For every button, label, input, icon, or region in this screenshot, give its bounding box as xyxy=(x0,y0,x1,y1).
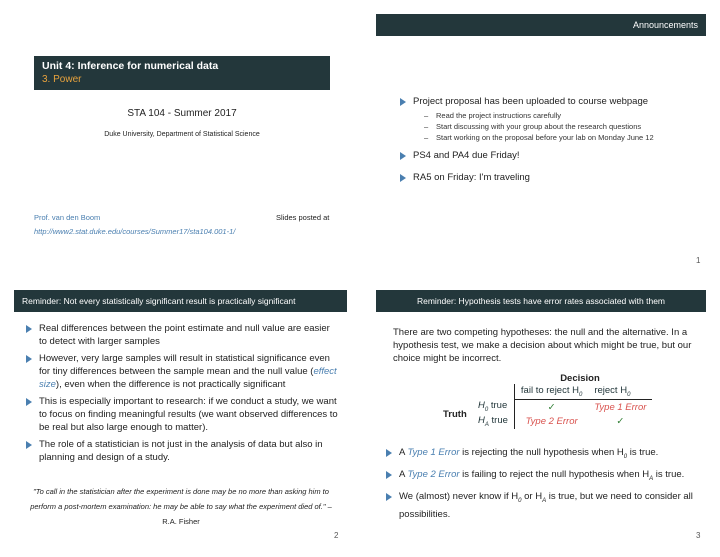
title-block xyxy=(34,56,330,90)
list-item: – Start discussing with your group about the research questions xyxy=(424,121,700,132)
deck-subtitle: 3. Power xyxy=(42,74,82,85)
bullet-triangle-icon xyxy=(26,325,32,333)
list-item: Real differences between the point estimate and null value are easier to detect with larger samples xyxy=(26,322,338,348)
list-item: We (almost) never know if $H_0$ or $H_A$ is true, but we need to consider all possibilities. xyxy=(386,490,702,521)
list-item: – Start working on the proposal before your lab on Monday June 12 xyxy=(424,132,700,143)
bullet-triangle-icon xyxy=(400,98,406,106)
bullet-triangle-icon xyxy=(386,493,392,501)
type2-cell: Type 2 Error xyxy=(514,414,588,429)
bullet-triangle-icon xyxy=(386,449,392,457)
bullet-triangle-icon xyxy=(400,152,406,160)
bullet-triangle-icon xyxy=(26,441,32,449)
decision-label: Decision xyxy=(560,373,600,384)
type1-cell: Type 1 Error xyxy=(594,401,647,413)
list-item: This is especially important to research: if we conduct a study, we want to focus on finding meaningful results (we want observed differences to be real but also large enough to matter). xyxy=(26,395,338,434)
slide3-bullets xyxy=(386,446,702,525)
slide1-header-bar xyxy=(376,14,706,36)
truth-label: Truth xyxy=(443,409,467,420)
list-item: A Type 2 Error is failing to reject the null hypothesis when $H_A$ is true. xyxy=(386,468,702,486)
bullet-triangle-icon xyxy=(400,174,406,182)
list-item: The role of a statistician is not just in the analysis of data but also in planning and design of a study. xyxy=(26,438,338,464)
slide1-header: Announcements xyxy=(632,20,698,30)
list-item: A Type 1 Error is rejecting the null hypothesis when $H_0$ is true. xyxy=(386,446,702,464)
check-icon: ✓ xyxy=(616,416,625,428)
sub-list xyxy=(424,110,700,143)
fisher-quote: "To call in the statistician after the experiment is done may be no more than asking him to perform a post-mortem examination: he may be able to say what the experiment died of." – R.A. Fisher xyxy=(30,487,332,526)
announcements-list xyxy=(400,95,700,188)
slide3-header-bar xyxy=(376,290,706,312)
slide2-header-bar xyxy=(14,290,347,312)
error-table: fail to reject $H_0$ reject $H_0$ $H_0$ true ✓ Type 1 Error $H_A$ true Type 2 Error ✓ xyxy=(472,384,652,429)
bullet-triangle-icon xyxy=(386,471,392,479)
list-item: – Read the project instructions carefully xyxy=(424,110,700,121)
list-item: PS4 and PA4 due Friday! xyxy=(400,149,700,162)
course-name: STA 104 - Summer 2017 xyxy=(127,108,237,119)
course-url[interactable]: http://www2.stat.duke.edu/courses/Summer17/sta104.001-1/ xyxy=(34,227,236,236)
list-item: RA5 on Friday: I'm traveling xyxy=(400,171,700,184)
bullet-triangle-icon xyxy=(26,355,32,363)
page-number: 2 xyxy=(334,531,339,540)
page-number: 3 xyxy=(696,531,701,540)
professor: Prof. van den Boom xyxy=(34,213,101,222)
intro-text: There are two competing hypotheses: the null and the alternative. In a hypothesis test, we make a decision about which might be true, but our choice might be incorrect. xyxy=(393,327,692,364)
slides-posted: Slides posted at xyxy=(276,213,330,222)
page-number: 1 xyxy=(696,256,701,265)
deck-title: Unit 4: Inference for numerical data xyxy=(42,60,219,72)
slide2-body xyxy=(26,322,338,468)
check-icon: ✓ xyxy=(514,399,588,414)
list-item: However, very large samples will result in statistical significance even for tiny differences between the sample mean and the null value (effect size), even when the difference is not practically significant xyxy=(26,352,338,391)
department: Duke University, Department of Statistical Science xyxy=(104,131,260,138)
bullet-triangle-icon xyxy=(26,398,32,406)
list-item: Project proposal has been uploaded to course webpage xyxy=(400,95,700,108)
slide3-header: Reminder: Hypothesis tests have error rates associated with them xyxy=(416,296,666,306)
slide2-header: Reminder: Not every statistically significant result is practically significant xyxy=(22,296,296,306)
